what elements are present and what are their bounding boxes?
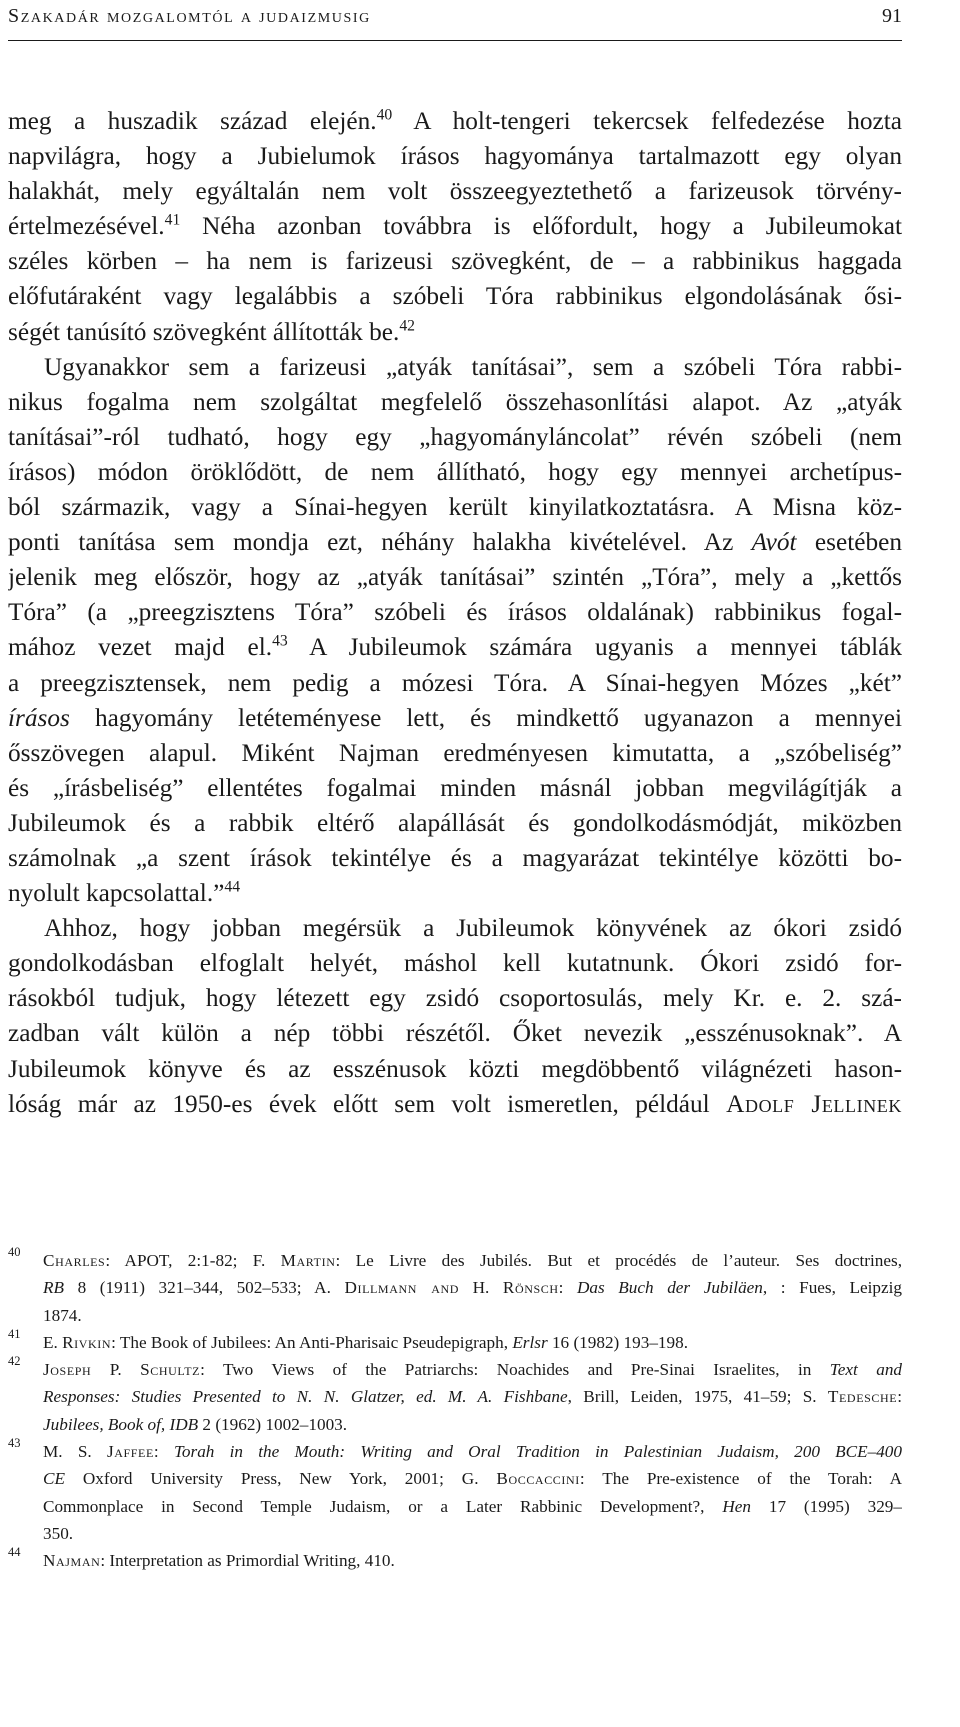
footnote-ref: 43 (272, 632, 288, 650)
footnote-line (43, 1547, 902, 1574)
text-line (8, 560, 902, 595)
text-run: : The Book of Jubilees: An Anti-Pharisaic Pseudepigraph, (111, 1332, 513, 1352)
text-run: : Two Views of the Patriarchs: Noachides and Pre-Sinai Israelites, in (200, 1360, 830, 1380)
text-run: széles körben – ha nem is farizeusi szövegként, de – a rabbinikus haggada (8, 247, 902, 276)
small-caps-name: Tedesche (827, 1387, 898, 1407)
text-run: Néha azonban továbbra is előfordult, hogy a Jubileumokat (180, 212, 902, 241)
footnote-number: 40 (8, 1245, 21, 1259)
text-line (8, 771, 902, 806)
text-line (8, 630, 902, 665)
text-line (8, 1016, 902, 1051)
text-run: Commonplace in Second Temple Judaism, or a Later Rabbinic Development?, (43, 1496, 723, 1516)
text-run: gondolkodásban elfoglalt helyét, máshol kell kutatnunk. Ókori zsidó for- (8, 949, 902, 978)
header-rule (8, 40, 902, 41)
text-run: ponti tanítása sem mondja ezt, néhány halakha kivételével. Az (8, 528, 752, 557)
text-run: és „írásbeliség” ellentétes fogalmai minden másnál jobban megvilágítják a (8, 773, 902, 802)
text-run: Oxford University Press, New York, 2001; G. (64, 1469, 497, 1489)
text-run: halakhát, mely egyáltalán nem volt összeegyeztethető a farizeusok törvény- (8, 177, 902, 206)
footnotes (8, 1247, 902, 1575)
footnote-ref: 44 (224, 878, 241, 896)
text-run: zadban vált külön a nép többi részétől. Őket nevezik „esszénusoknak”. A (8, 1019, 902, 1048)
italic-text: Text and (829, 1360, 902, 1380)
text-run: A holt-tengeri tekercsek felfedezése hozta (392, 107, 902, 135)
text-line (8, 736, 902, 771)
small-caps-name: Boccaccini (496, 1469, 580, 1489)
text-line (8, 1087, 902, 1122)
page-number: 91 (882, 5, 902, 27)
small-caps-name: Charles (43, 1251, 106, 1270)
footnote-number: 41 (8, 1326, 21, 1341)
footnote-ref: 40 (376, 106, 393, 124)
text-run: E. (43, 1332, 63, 1352)
text-run: : The Pre-existence of the Torah: A (579, 1469, 902, 1489)
text-line (8, 490, 902, 525)
footnote-line (43, 1465, 902, 1492)
footnote-line (43, 1274, 902, 1301)
text-run: 17 (1995) 329– (750, 1496, 902, 1516)
text-run: , : Fues, Leipzig (762, 1278, 902, 1298)
text-run: 16 (1982) 193–198. (547, 1332, 689, 1352)
text-run: , Brill, Leiden, 1975, 41–59; S. (567, 1387, 828, 1407)
footnote-line (43, 1520, 902, 1547)
text-line (8, 981, 902, 1016)
footnote-number: 44 (8, 1545, 21, 1560)
italic-text: Erlsr (512, 1332, 548, 1352)
italic-text: Torah in the Mouth: Writing and Oral Tradition in Palestinian Judaism, 200 BCE–400 (173, 1442, 902, 1462)
text-run: jelenik meg először, hogy az „atyák tanításai” szintén „Tóra”, mely a „kettős (8, 563, 902, 592)
text-line (8, 315, 902, 350)
italic-text: Avót (751, 528, 797, 557)
footnote-line (43, 1329, 902, 1356)
text-line (8, 525, 902, 560)
text-line (8, 104, 902, 139)
footnote (8, 1438, 902, 1547)
text-line (8, 1052, 902, 1087)
italic-text: RB (43, 1278, 64, 1298)
text-line (8, 244, 902, 279)
small-caps-name: Adolf Jellinek (726, 1089, 902, 1118)
italic-text: Das Buch der Jubiläen (577, 1278, 763, 1298)
text-run: ségét tanúsító szövegként állították be. (8, 317, 400, 346)
text-run: hagyomány letéteményese lett, és mindkettő ugyanazon a mennyei (69, 703, 902, 732)
text-run: : (153, 1442, 174, 1462)
footnote-line (43, 1411, 902, 1438)
text-line (8, 420, 902, 455)
text-line (8, 666, 902, 701)
text-run: ősszövegen alapul. Miként Najman eredményesen kimutatta, a „szóbeliség” (8, 738, 902, 767)
footnote (8, 1247, 902, 1329)
italic-text: írásos (8, 703, 70, 732)
small-caps-name: Jaffee (106, 1442, 154, 1462)
text-run: Ahhoz, hogy jobban megérsük a Jubileumok könyvének az ókori zsidó (44, 914, 902, 943)
footnote-number: 42 (8, 1354, 21, 1369)
footnote-line (43, 1356, 902, 1383)
text-run: : Le Livre des Jubilés. But et procédés de l’auteur. Ses doctrines, (335, 1251, 902, 1270)
text-line (8, 946, 902, 981)
text-run: írásos) módon öröklődött, de nem állítható, hogy egy mennyei archetípus- (8, 457, 902, 486)
italic-text: Jubilees, Book of, IDB (43, 1414, 199, 1434)
footnote (8, 1326, 902, 1356)
footnote-line (43, 1302, 902, 1329)
text-run: : (558, 1278, 578, 1298)
text-run: Jubileumok könyve és az esszénusok közti megdöbbentő világnézeti hason- (8, 1054, 902, 1083)
text-run: A Jubileumok számára ugyanis a mennyei táblák (287, 633, 902, 662)
text-run: ból származik, vagy a Sínai-hegyen került kinyilatkoztatásra. A Misna köz- (8, 493, 902, 522)
text-run: rásokból tudjuk, hogy létezett egy zsidó csoportosulás, mely Kr. e. 2. szá- (8, 984, 902, 1013)
text-run: M. S. (43, 1442, 107, 1462)
text-line (8, 806, 902, 841)
text-run: értelmezésével. (8, 212, 165, 241)
running-header (8, 4, 902, 28)
text-run: P. (91, 1360, 141, 1380)
main-text (8, 104, 902, 1122)
footnote-line (43, 1438, 902, 1465)
footnote (8, 1356, 902, 1438)
text-run: : Interpretation as Primordial Writing, 410. (100, 1551, 395, 1571)
text-run: számolnak „a szent írások tekintélye és a magyarázat tekintélye közötti bo- (8, 843, 902, 872)
italic-text: Responses: Studies Presented to N. N. Glatzer, ed. M. A. Fishbane (43, 1387, 568, 1407)
text-line (8, 595, 902, 630)
footnote-number: 43 (8, 1436, 21, 1451)
text-line (8, 911, 902, 946)
text-run: Tóra” (a „preegzisztens Tóra” szóbeli és írásos oldalának) rabbinikus fogal- (8, 598, 902, 627)
text-run: 8 (1911) 321–344, 502–533; A. (64, 1278, 345, 1298)
footnote (8, 1547, 902, 1574)
small-caps-name: Rivkin (62, 1332, 112, 1352)
small-caps-name: Martin (280, 1251, 336, 1270)
text-run: Jubileumok és a rabbik eltérő alapállását és gondolkodásmódját, miközben (8, 808, 902, 837)
text-run: nyolult kapcsolattal.” (8, 879, 225, 908)
footnote-ref: 41 (164, 211, 181, 229)
text-line (8, 139, 902, 174)
text-run: előfutáraként vagy legalábbis a szóbeli Tóra rabbinikus elgondolásának ősi- (8, 282, 902, 311)
small-caps-name: Najman (43, 1551, 101, 1571)
text-run: napvilágra, hogy a Jubielumok írásos hagyománya tartalmazott egy olyan (8, 142, 902, 171)
text-run: : (897, 1387, 902, 1407)
small-caps-name: Rönsch (502, 1278, 559, 1298)
footnote-line (43, 1247, 902, 1274)
italic-text: CE (43, 1469, 65, 1489)
text-run: esetében (796, 528, 902, 557)
italic-text: Hen (722, 1496, 751, 1516)
text-run: Ugyanakkor sem a farizeusi „atyák tanításai”, sem a szóbeli Tóra rabbi- (44, 352, 902, 381)
text-run: 2 (1962) 1002–1003. (198, 1414, 348, 1434)
text-run: lóság már az 1950-es évek előtt sem volt ismeretlen, például (8, 1089, 727, 1118)
small-caps-name: Dillmann and (344, 1278, 459, 1298)
footnote-line (43, 1383, 902, 1410)
text-line (8, 279, 902, 314)
small-caps-name: Schultz (140, 1360, 201, 1380)
running-title: Szakadár mozgalomtól a judaizmusig (8, 5, 371, 27)
text-run: 350. (43, 1523, 74, 1543)
text-line (8, 701, 902, 736)
text-run: : APOT, 2:1-82; F. (105, 1251, 281, 1270)
text-line (8, 455, 902, 490)
text-line (8, 876, 902, 911)
small-caps-name: Joseph (43, 1360, 92, 1380)
text-run: nikus fogalma nem szolgáltat megfelelő összehasonlítási alapot. Az „atyák (8, 387, 902, 416)
text-line (8, 174, 902, 209)
text-run: meg a huszadik század elején. (8, 107, 377, 135)
text-line (8, 350, 902, 385)
text-run: a preegzisztensek, nem pedig a mózesi Tóra. A Sínai-hegyen Mózes „két” (8, 668, 902, 697)
text-run: H. (459, 1278, 503, 1298)
text-line (8, 841, 902, 876)
text-line (8, 209, 902, 244)
footnote-ref: 42 (399, 316, 415, 334)
text-run: 1874. (43, 1305, 82, 1325)
text-run: mához vezet majd el. (8, 633, 273, 662)
text-run: tanításai”-ról tudható, hogy egy „hagyományláncolat” révén szóbeli (nem (8, 422, 902, 451)
footnote-line (43, 1493, 902, 1520)
text-line (8, 385, 902, 420)
